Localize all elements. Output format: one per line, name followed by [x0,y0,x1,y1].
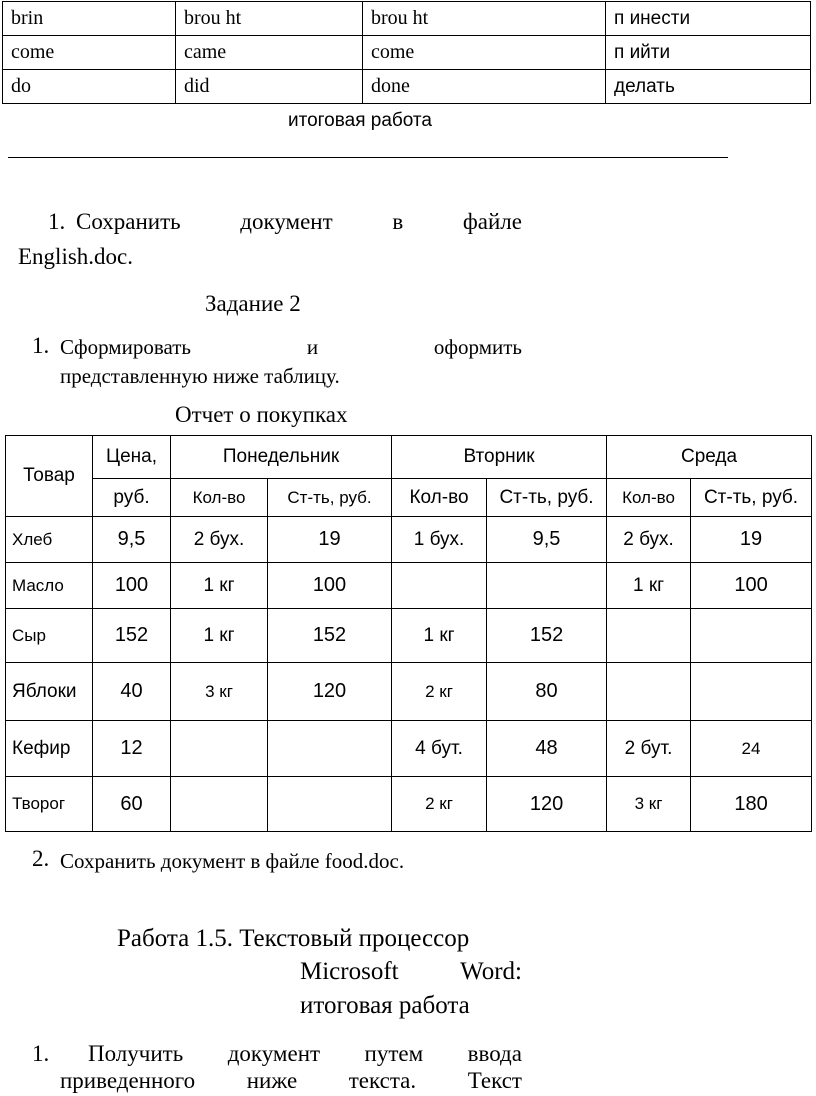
header-cost: Ст-ть, руб. [691,479,812,517]
product-name: Масло [6,563,93,609]
table-row [6,517,812,563]
step-text-line2: представленную ниже таблицу. [60,364,340,388]
cost-cell: 120 [268,663,392,721]
qty-cell: 1 кг [171,609,268,663]
word: ниже [246,1068,298,1093]
product-name: Сыр [6,609,93,663]
qty-cell [171,721,268,777]
product-name: Творог [6,777,93,832]
table-row [3,70,811,104]
word: текста. [348,1068,417,1093]
word: файле [462,209,522,234]
work-title-line2 [300,958,522,986]
table-header-row [6,436,812,479]
table-cell: did [176,70,363,104]
qty-cell: 2 бут. [607,721,691,777]
table-cell: brin [3,2,176,36]
product-name: Кефир [6,721,93,777]
cost-cell [487,563,607,609]
price-cell: 9,5 [93,517,171,563]
qty-cell: 2 бух. [607,517,691,563]
cost-cell: 120 [487,777,607,832]
step-number: 1. [32,1041,50,1066]
header-cost: Ст-ть, руб. [487,479,607,517]
cost-cell [691,663,812,721]
cost-cell: 152 [268,609,392,663]
cost-cell [268,777,392,832]
qty-cell [171,777,268,832]
word: Сформировать [60,335,191,359]
table-cell: делать [606,70,811,104]
word: и [306,335,319,359]
qty-cell: 3 кг [171,663,268,721]
step-number: 2. [32,846,50,871]
qty-cell: 4 бут. [392,721,487,777]
cost-cell [268,721,392,777]
cost-cell: 9,5 [487,517,607,563]
caption-top: итоговая работа [288,110,432,131]
header-price: Цена, [93,436,171,479]
header-monday: Понедельник [171,436,392,479]
qty-cell [607,663,691,721]
price-cell: 12 [93,721,171,777]
qty-cell: 2 бух. [171,517,268,563]
word: документ [240,209,333,234]
cost-cell: 180 [691,777,812,832]
word: приведенного [60,1068,196,1093]
step-text-line2: English.doc. [18,244,133,269]
qty-cell [392,563,487,609]
header-cost: Ст-ть, руб. [268,479,392,517]
price-cell: 40 [93,663,171,721]
header-tuesday: Вторник [392,436,607,479]
header-wednesday: Среда [607,436,812,479]
step-number: 1. [48,209,66,234]
price-cell: 60 [93,777,171,832]
task-heading: Задание 2 [205,291,301,316]
table-row [6,721,812,777]
step-text-line2 [60,1068,522,1094]
purchase-report-table [5,435,812,832]
cost-cell: 152 [487,609,607,663]
work-title: Работа 1.5. Текстовый процессор [117,925,470,952]
cost-cell: 80 [487,663,607,721]
step-text [88,1041,522,1067]
table-header-row [6,479,812,517]
table-row [6,563,812,609]
table-row [6,777,812,832]
qty-cell: 1 кг [392,609,487,663]
header-qty: Кол-во [171,479,268,517]
qty-cell: 3 кг [607,777,691,832]
header-qty: Кол-во [392,479,487,517]
table-cell: done [363,70,606,104]
word: ввода [467,1041,522,1066]
price-cell: 152 [93,609,171,663]
cost-cell: 24 [691,721,812,777]
table-row [3,2,811,36]
step-text [60,335,522,360]
cost-cell: 100 [268,563,392,609]
word: оформить [433,335,522,359]
word: Microsoft [300,958,399,985]
step-number: 1. [32,333,50,358]
qty-cell [607,609,691,663]
table-cell: п инести [606,2,811,36]
table-row [6,663,812,721]
step-text [76,209,522,235]
table-row [6,609,812,663]
work-title-line3: итоговая работа [300,992,470,1019]
cost-cell: 19 [691,517,812,563]
cost-cell: 48 [487,721,607,777]
cost-cell [691,609,812,663]
cost-cell: 100 [691,563,812,609]
table-cell: do [3,70,176,104]
table-cell: brou ht [176,2,363,36]
table-row [3,36,811,70]
qty-cell: 1 бух. [392,517,487,563]
header-product: Товар [6,436,93,517]
word: Сохранить [76,209,181,234]
table-cell: come [3,36,176,70]
word: путем [364,1041,424,1066]
header-qty: Кол-во [607,479,691,517]
word: Текст [467,1068,522,1093]
step-text: Сохранить документ в файле food.doc. [60,849,405,873]
word: в [392,209,404,234]
word: Word: [460,958,522,985]
word: документ [227,1041,321,1066]
table-cell: brou ht [363,2,606,36]
table-cell: came [176,36,363,70]
table-cell: come [363,36,606,70]
qty-cell: 1 кг [171,563,268,609]
qty-cell: 2 кг [392,663,487,721]
qty-cell: 2 кг [392,777,487,832]
product-name: Яблоки [6,663,93,721]
cost-cell: 19 [268,517,392,563]
divider [8,157,728,158]
price-cell: 100 [93,563,171,609]
qty-cell: 1 кг [607,563,691,609]
table-cell: п ийти [606,36,811,70]
header-price-unit: руб. [93,479,171,517]
verb-table [2,1,811,104]
word: Получить [88,1041,184,1066]
table-title: Отчет о покупках [175,402,348,427]
product-name: Хлеб [6,517,93,563]
